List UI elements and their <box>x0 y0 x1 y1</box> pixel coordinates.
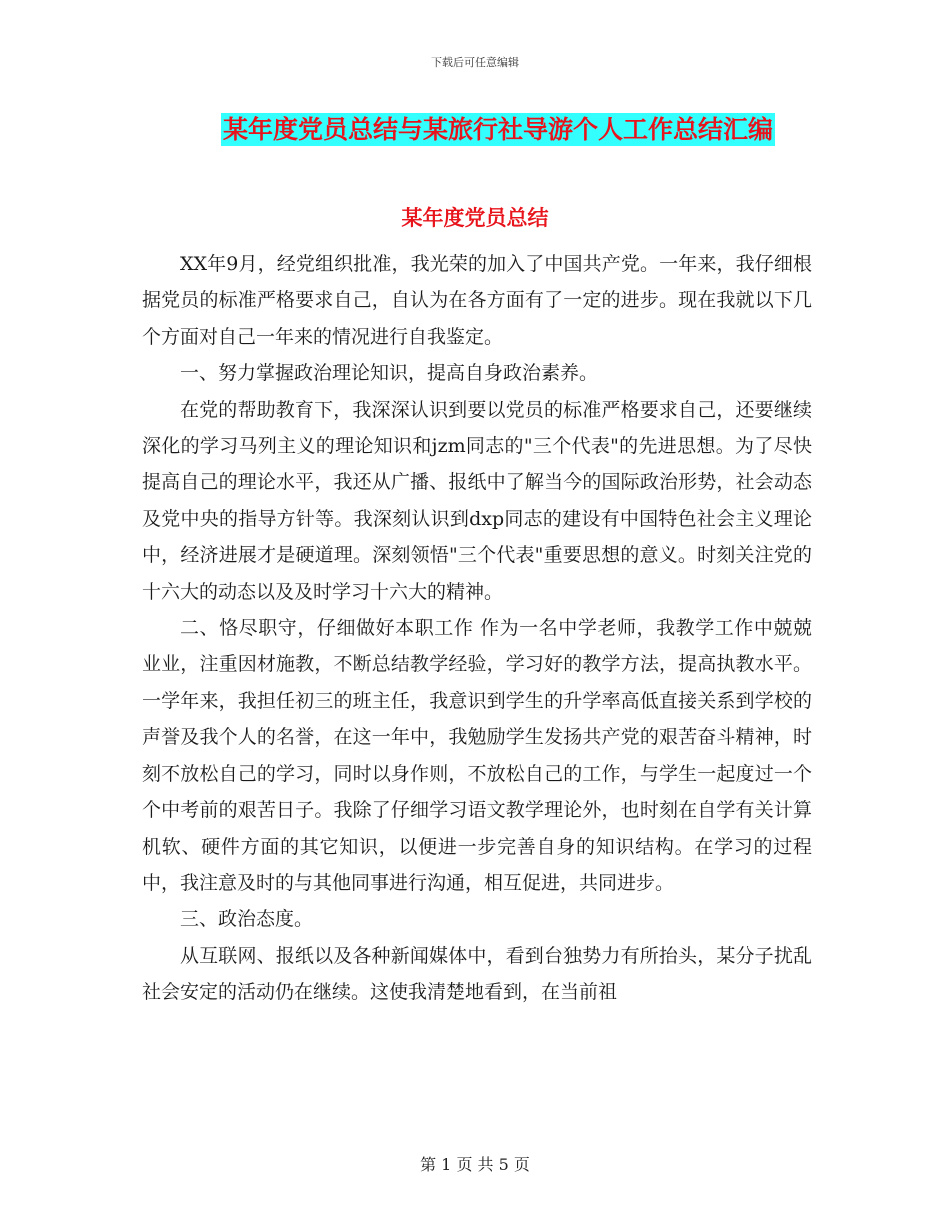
paragraph: 在党的帮助教育下，我深深认识到要以党员的标准严格要求自己，还要继续深化的学习马列主义的理论知识和jzm同志的"三个代表"的先进思想。为了尽快提高自己的理论水平，我还从广播、报纸中了解当今的国际政治形势，社会动态及党中央的指导方针等。我深刻认识到dxp同志的建设有中国特色社会主义理论中，经济进展才是硬道理。深刻领悟"三个代表"重要思想的意义。时刻关注党的十六大的动态以及及时学习十六大的精神。 <box>142 398 812 603</box>
page-footer: 第 1 页 共 5 页 <box>420 1155 530 1174</box>
document-title: 某年度党员总结与某旅行社导游个人工作总结汇编 <box>222 115 773 144</box>
paragraph: 从互联网、报纸以及各种新闻媒体中，看到台独势力有所抬头，某分子扰乱社会安定的活动仍在继续。这使我清楚地看到，在当前祖 <box>142 944 812 1004</box>
paragraph: XX年9月，经党组织批准，我光荣的加入了中国共产党。一年来，我仔细根据党员的标准严格要求自己，自认为在各方面有了一定的进步。现在我就以下几个方面对自己一年来的情况进行自我鉴定。 <box>142 253 812 348</box>
paragraph: 三、政治态度。 <box>180 908 314 931</box>
document-body <box>142 246 812 1011</box>
paragraph: 一、努力掌握政治理论知识，提高自身政治素养。 <box>180 362 599 385</box>
document-title-container <box>0 113 950 146</box>
section-title: 某年度党员总结 <box>401 206 549 230</box>
page-header-note: 下载后可任意编辑 <box>431 56 519 69</box>
paragraph: 二、恪尽职守，仔细做好本职工作 作为一名中学老师，我教学工作中兢兢业业，注重因材施教，不断总结教学经验，学习好的教学方法，提高执教水平。一学年来，我担任初三的班主任，我意识到学生的升学率高低直接关系到学校的声誉及我个人的名誉，在这一年中，我勉励学生发扬共产党的艰苦奋斗精神，时刻不放松自己的学习，同时以身作则，不放松自己的工作，与学生一起度过一个个中考前的艰苦日子。我除了仔细学习语文教学理论外，也时刻在自学有关计算机软、硬件方面的其它知识，以便进一步完善自身的知识结构。在学习的过程中，我注意及时的与其他同事进行沟通，相互促进，共同进步。 <box>142 617 812 894</box>
